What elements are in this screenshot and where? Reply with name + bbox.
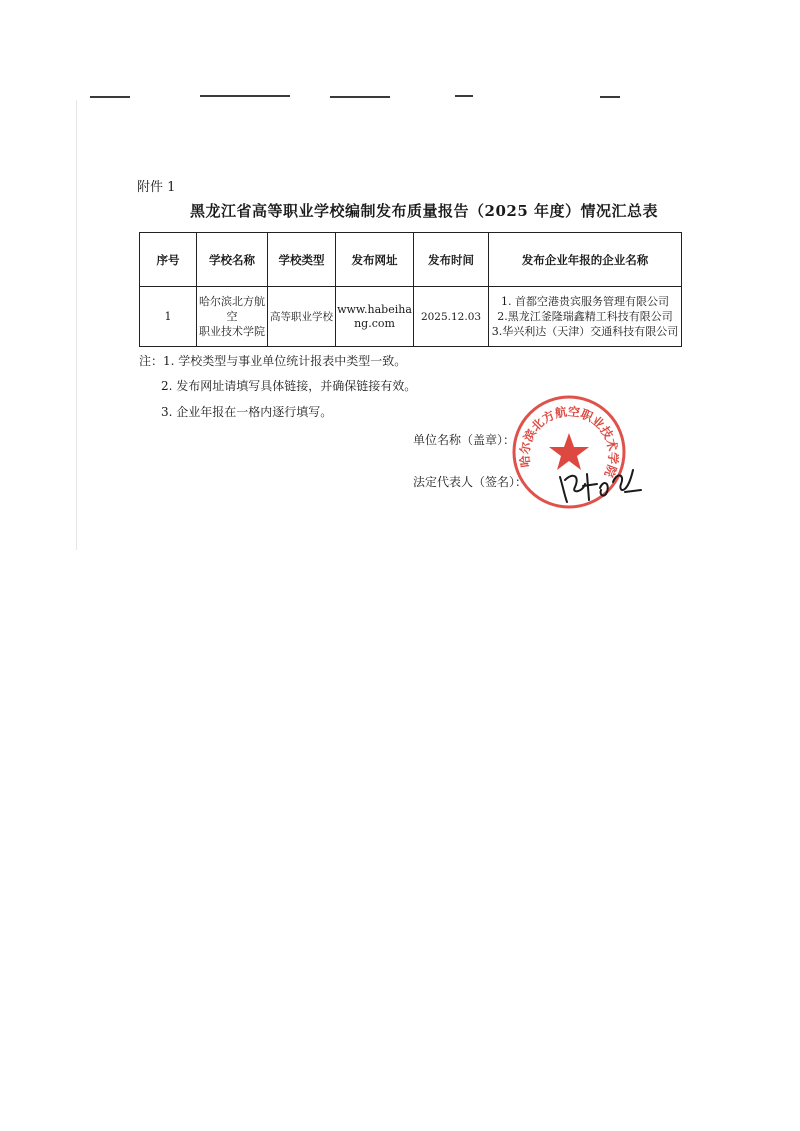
cell-no: 1 — [140, 287, 197, 347]
cell-school-type: 高等职业学校 — [268, 287, 336, 347]
scan-edge-mark — [455, 95, 473, 97]
scan-edge-mark — [200, 95, 290, 97]
note-1: 注：1. 学校类型与事业单位统计报表中类型一致。 — [139, 354, 407, 368]
scan-edge-mark — [600, 96, 620, 98]
table-header-row — [140, 233, 682, 287]
header-companies: 发布企业年报的企业名称 — [489, 233, 682, 287]
seal-text: 哈尔滨北方航空职业技术学院 — [517, 404, 621, 480]
school-name-line-1: 哈尔滨北方航空 — [199, 295, 265, 323]
attachment-label: 附件 1 — [137, 180, 176, 195]
header-school-name: 学校名称 — [197, 233, 268, 287]
header-no: 序号 — [140, 233, 197, 287]
scan-left-edge — [76, 100, 77, 550]
cell-school-name — [197, 287, 268, 347]
cell-date: 2025.12.03 — [414, 287, 489, 347]
unit-name-label: 单位名称（盖章）： — [413, 433, 516, 447]
document-title: 黑龙江省高等职业学校编制发布质量报告（2025 年度）情况汇总表 — [190, 202, 658, 220]
note-2: 2. 发布网址请填写具体链接，并确保链接有效。 — [161, 379, 417, 393]
cell-url: www.habeihang.com — [336, 287, 414, 347]
table-row — [140, 287, 682, 347]
scan-edge-mark — [90, 96, 130, 98]
company-item: 1. 首都空港贵宾服务管理有限公司 — [501, 295, 669, 308]
company-item: 2.黑龙江釜隆瑞鑫精工科技有限公司 — [497, 310, 673, 323]
company-item: 3.华兴利达（天津）交通科技有限公司 — [491, 325, 679, 338]
school-name-line-2: 职业技术学院 — [199, 325, 265, 338]
scan-edge-mark — [330, 96, 390, 98]
handwritten-signature — [555, 462, 645, 507]
summary-table — [139, 232, 682, 347]
header-date: 发布时间 — [414, 233, 489, 287]
note-3: 3. 企业年报在一格内逐行填写。 — [161, 405, 333, 419]
cell-companies — [489, 287, 682, 347]
header-url: 发布网址 — [336, 233, 414, 287]
legal-rep-label: 法定代表人（签名）： — [413, 475, 528, 489]
header-school-type: 学校类型 — [268, 233, 336, 287]
